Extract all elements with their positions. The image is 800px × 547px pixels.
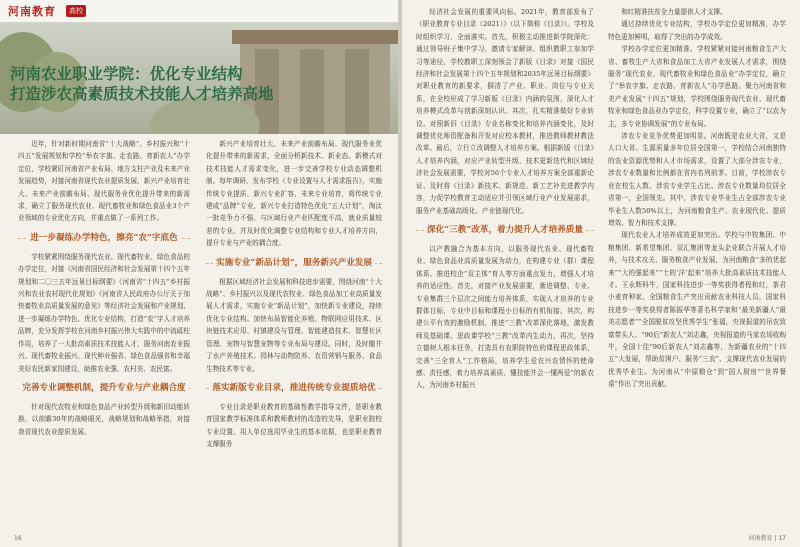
paragraph: 通过持续优化专业结构，学校办学定位更加精准，办学特色更加鲜明，取得了突出的办学成效。 [608, 20, 786, 41]
section-heading [416, 223, 594, 237]
paragraph: 现代农业人才培养成效更加突出。学校与中牧集团、中粮集团、新希望集团、双汇集团等龙头企业联合开展人才培养，与技术攻关、服务粮食产业发展，为河南粮食“多的优起来”“大的强起来”“土的‘洋’起来”培养大批高素质技术技能人才。王永辉科牛，国家科技进步一等奖获得者程和红，茶君小麦育种家、全国粮食生产突出贡献农业科技人员，国家科技进步一等奖获得者陈振华等著名科学家和“最美新疆人”最美志愿者”“全国脱贫攻坚优秀学生”张福，央视报道的吊农致富带头人、“90后”新农人”刘志鑫，央视报道的马家农场收购牛，全国十佳“90后新农人”刘志鑫等，为新疆农业的“十四五”大发展，帮助贫困户、服务“三农”、支撑现代农业发展的优秀毕业生。为河南从“中原粮仓”到“国人厨房”“世界餐桌”作出了突出贡献。 [608, 231, 786, 389]
column-2 [206, 138, 382, 451]
paragraph: 学校办学定位更加精准。学校紧紧对接河南粮食生产大省、畜牧生产大省和食品加工大省产业发展人才需求，围绕服务“现代农业、现代畜牧业和绿色食品业”办学定位，确立了“举农字旗、走农路、育新农人”办学思路。聚力河南省和美产业发展“十四五”规划，学校围绕服务现代农业、现代畜牧业和绿色食品业办学定位，科学设置专业，确立了“以农为主，多专业协调发展”的专业布局。 [608, 45, 786, 128]
article-title [10, 64, 274, 104]
paragraph: 针对现代农牧业和绿色食品产业转型升级和新旧动能转换，以前瞻30年的战略眼光，战略规划和战略举措，对接我省现代农业提质发展、 [18, 402, 190, 436]
page-number-left: 16 [14, 535, 22, 542]
section-tag: 高校 [66, 5, 86, 17]
hero-photo [0, 22, 398, 134]
magazine-logo: 河南教育 [8, 5, 56, 18]
article-title-line-1: 河南农业职业学院：优化专业结构 [10, 64, 243, 83]
section-heading-text: 完善专业调整机制，提升专业与产业耦合度 [19, 383, 188, 393]
right-page [402, 0, 800, 547]
article-title-line-2: 打造涉农高素质技术技能人才培养高地 [10, 84, 274, 103]
paragraph: 学校紧紧围绕服务现代农业、现代畜牧业、绿色食品的办学定位，对接《河南省国民经济和社会发展第十四个五年规划和二〇三五年远景目标纲要》《河南省“十四五”乡村振兴和农业农村现代化规划》《河南省人民政府办公厅关于加快畜牧业高质量发展的意见》等经济社会发展和产业规划，进一步凝练办学特色、优化专业结构，打造“农”字人才培养品牌，充分发挥学校在河南乡村振兴伟大实践中的中流砥柱作用，培养了一大批高素质技术技能人才，服务河南农业振兴、现代畜牧业振兴、现代种业强省、绿色食品强省和幸福美好农民新家园建设，助推农业强、农村美、农民富。 [18, 252, 190, 373]
paragraph: 涉农专业竞争优势更加明显。河南既是农业大省，又是人口大省。生源质量多年位居全国第一，学校结合河南独特的农业资源优势和人才市场需求，设置了大部分涉农专业，涉农专业数量和比例都在省内名列前茅。目前，学校涉农专业在校生人数、涉农专业学生占比、涉农专业数量均位居全省第一，全国领先。其中，涉农专业毕业生占全部涉农专业毕业生人数50%以上，为河南粮食生产、农业现代化、提质增效、智力和技术支撑。 [608, 132, 786, 227]
paragraph: 经济社会发展的重要风向标。2021年，教育部发布了《职业教育专业目录（2021）》（以下简称《目录》）。学校及时组织学习、全面落实。首先，积极主动推进新学院深化：通过领导班子集中学习、邀请专家解读、组织教职工参加学习等途径，学校教职工深刻领会了新版《目录》对接《国民经济和社会发展第十四个五年规划和2035年远景目标纲要》对职业教育的新要求，摒清了产业、职业、岗位与专业关系，在全校形成了学习新版《目录》内涵的氛围，深化人才培养模式改革与创新深刻认识。其次，扎实精准做好专业转设。对照新旧《目录》专业名称变化和培养内涵变化，及时调整优化师资配备和开发对应校本教材，推进教师教材教法改革。最后，立行立改调整人才培养方案。根据新版《目录》人才培养内涵，对应产业转型升级、技术更新迭代和区域经济社会发展需要，学校对56个专业人才培养方案全部重新论证、及时将《目录》新技术、新规范、新工艺补充进教学内容，力促学校教育主动适应并引领区域行业产业发展需求，服务产业基础高级化、产业链现代化。 [416, 8, 594, 215]
column-1 [18, 138, 190, 438]
section-heading-text: 实施专业“新品计划”，服务新兴产业发展 [213, 258, 375, 268]
section-heading [18, 381, 190, 395]
section-heading [206, 256, 382, 270]
column-3 [416, 6, 594, 392]
masthead [0, 0, 398, 22]
page-number-right: 河南教育 | 17 [748, 535, 786, 542]
paragraph: 和红精准扶贫全力量提供人才支撑。 [621, 8, 727, 16]
paragraph: 以产教融合为基本方向，以服务现代农业、现代畜牧业、绿色食品业高质量发展为动力，在构建专业（群）课程体系、推进校企“双主体”育人等方面重点发力，增强人才培养的适应性。首先，对接产业发展需要，渐进调整、专业、专业集群三个层次之间能力培养体系，实现人才培养的专业群体目标，专业中目标和课程小目标的有机衔接。其次，构建公平有效的激励机制，推进“三教”改革深化落地，激发教师及基础课、思政课学校“三教”改革内生动力，再次，坚持立德树人根本任务，打造具有农职院特色的课程思政体系，完善“三全育人”工作格局，培养学生爱农兴农情怀的使命感、责任感，着力培养高素质、懂技能并会一懂两爱”的新农人，为河南乡村振兴 [416, 244, 594, 390]
paragraph: 专业目录是职业教育的基础性教学指导文件，是职业教育国家教学标准体系和教师教材的改造的先导，是职业院校专业设置、用人单位选用毕业生的基本依据，也是职业教育支撑服务 [206, 402, 382, 449]
paragraph: 新兴产业培育壮大、未来产业前瞻布局、现代服务业优化提升带来的新需求，全面分析新技术、新业态、新模式对技术技能人才需求变化，进一步完善学校专业动态调整机制。每年调研、发布学校《专业设置与人才需求报告》，实施传统专业提质、新兴专业扩容、未来专业培育，将传统专业建成“品牌”专业，新兴专业打造特色优化“五大计划”，淘汰一批竞争力不强、与区域行业产业匹配度不高，就业质量较差的专业。并及时优化调整专业结构和专业人才培养方向，提升专业与产业的耦合度。 [206, 140, 382, 248]
left-page [0, 0, 398, 547]
section-heading [206, 381, 382, 395]
section-heading-text: 落实新版专业目录，推进传统专业提质培优 [209, 383, 378, 393]
section-heading [18, 231, 190, 245]
column-4 [608, 6, 786, 391]
paragraph: 根据区域经济社会发展和科技进步需要，围绕河南“十大战略”、乡村振兴以及现代农牧业、绿色食品加工业高质量发展人才需求，实施专业“新品计划”，加快新专业建设，持续优化专业结构。加快布局智能化养殖、物联网应用技术、区块链技术应用、村镇建设与管理、智能建造技术、智慧社区管理、宠物与智慧宠物等专业布局与建设。同时，及时撤并了水产养殖技术、园林与动物防养、农资营销与服务、食品生物技术等专业。 [206, 277, 382, 373]
paragraph: 近年，针对新时期河南省“十大战略”、乡村振兴和“十四五”发展规划和学校“举农字旗、走农路、育新农人”办学定位，学校紧盯河南省产业布局、地方支柱产业及未来产业发展趋势，对接河南省现代农业提质发展、新兴产业培育壮大、未来产业前瞻布局、现代服务业优化提升带来的新需求，确立了服务现代农业、现代畜牧业和绿色食品业3个产业领域的专业优化方向，并重点做了一系列工作。 [18, 140, 190, 223]
section-heading-text: 深化“三教”改革，着力提升人才培养质量 [424, 225, 586, 235]
section-heading-text: 进一步凝练办学特色，擦亮“农”字底色 [27, 233, 180, 243]
